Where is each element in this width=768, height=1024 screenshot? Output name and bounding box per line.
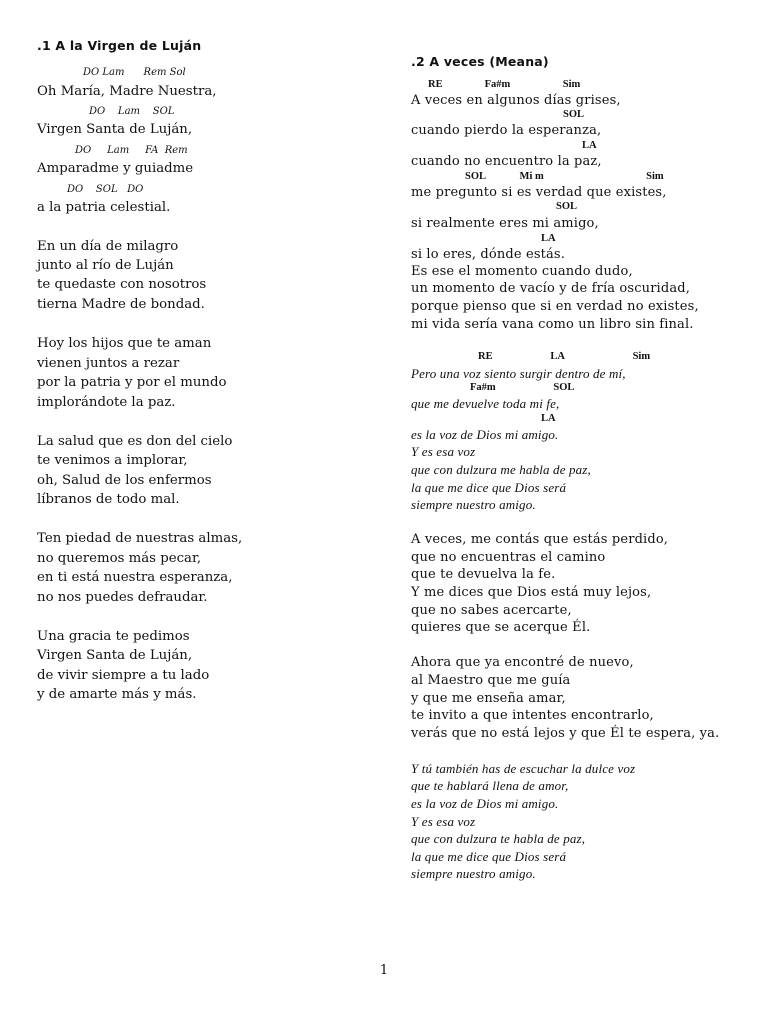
lyric-line: siempre nuestro amigo.	[411, 866, 536, 881]
lyric-line: Ahora que ya encontré de nuevo,	[411, 655, 634, 670]
lyric-line: te quedaste con nosotros	[37, 277, 207, 292]
chord-line: RE LA Sim	[478, 351, 651, 362]
lyric-line: oh, Salud de los enfermos	[37, 473, 212, 488]
lyric-line: la que me dice que Dios será	[411, 480, 567, 495]
song-1-title: .1 A la Virgen de Luján	[37, 38, 202, 53]
lyric-line: Y es esa voz	[411, 444, 476, 459]
lyric-line: verás que no está lejos y que Él te espera, ya.	[411, 726, 720, 741]
lyric-line: que con dulzura me habla de paz,	[411, 462, 591, 477]
chord-line: RE Fa#m Sim	[428, 79, 581, 90]
lyric-line: si realmente eres mi amigo,	[411, 216, 599, 231]
lyric-line: que con dulzura te habla de paz,	[411, 831, 586, 846]
lyric-line: Y me dices que Dios está muy lejos,	[411, 585, 652, 600]
lyric-line: por la patria y por el mundo	[37, 375, 227, 390]
song-2-title: .2 A veces (Meana)	[411, 54, 549, 69]
chord-line: SOL	[563, 109, 585, 120]
lyric-line: porque pienso que si en verdad no existes,	[411, 299, 699, 314]
lyric-line: que te hablará llena de amor,	[411, 778, 569, 793]
lyric-line: mi vida sería vana como un libro sin final.	[411, 317, 694, 332]
lyric-line: Ten piedad de nuestras almas,	[37, 531, 243, 546]
lyric-line: A veces en algunos días grises,	[411, 93, 621, 108]
chord-line: Fa#m SOL	[470, 382, 575, 393]
page-number: 1	[379, 963, 389, 978]
lyric-line: no nos puedes defraudar.	[37, 590, 208, 605]
lyric-line: que no encuentras el camino	[411, 550, 606, 565]
lyric-line: La salud que es don del cielo	[37, 434, 233, 449]
lyric-line: a la patria celestial.	[37, 200, 171, 215]
lyric-line: Hoy los hijos que te aman	[37, 336, 212, 351]
lyric-line: vienen juntos a rezar	[37, 356, 180, 371]
chord-line: DO Lam Rem Sol	[83, 67, 186, 78]
lyric-line: es la voz de Dios mi amigo.	[411, 427, 559, 442]
lyric-line: A veces, me contás que estás perdido,	[411, 532, 669, 547]
lyric-line: Y tú también has de escuchar la dulce voz	[411, 761, 636, 776]
chord-line: DO Lam SOL	[89, 106, 175, 117]
lyric-line: es la voz de Dios mi amigo.	[411, 796, 559, 811]
chord-line: LA	[582, 140, 597, 151]
lyric-line: Es ese el momento cuando dudo,	[411, 264, 633, 279]
lyric-line: quieres que se acerque Él.	[411, 620, 591, 635]
lyric-line: Amparadme y guiadme	[37, 161, 194, 176]
lyric-line: junto al río de Luján	[37, 258, 174, 273]
lyric-line: Una gracia te pedimos	[37, 629, 190, 644]
lyric-line: me pregunto si es verdad que existes,	[411, 185, 667, 200]
lyric-line: si lo eres, dónde estás.	[411, 247, 566, 262]
lyric-line: Y es esa voz	[411, 814, 476, 829]
chord-line: LA	[541, 233, 556, 244]
lyric-line: implorándote la paz.	[37, 395, 176, 410]
lyric-line: te invito a que intentes encontrarlo,	[411, 708, 654, 723]
lyric-line: no queremos más pecar,	[37, 551, 202, 566]
lyric-line: que me devuelve toda mi fe,	[411, 396, 560, 411]
chord-line: LA	[541, 413, 556, 424]
lyric-line: que te devuelva la fe.	[411, 567, 556, 582]
chord-line: DO Lam FA Rem	[75, 145, 188, 156]
lyric-line: Oh María, Madre Nuestra,	[37, 84, 217, 99]
lyric-line: cuando pierdo la esperanza,	[411, 123, 602, 138]
lyric-line: al Maestro que me guía	[411, 673, 571, 688]
lyric-line: un momento de vacío y de fría oscuridad,	[411, 281, 690, 296]
lyric-line: tierna Madre de bondad.	[37, 297, 205, 312]
lyric-line: siempre nuestro amigo.	[411, 497, 536, 512]
lyric-line: Virgen Santa de Luján,	[37, 648, 193, 663]
lyric-line: En un día de milagro	[37, 239, 179, 254]
lyric-line: te venimos a implorar,	[37, 453, 188, 468]
chord-line: DO SOL DO	[67, 184, 144, 195]
lyric-line: y de amarte más y más.	[37, 687, 197, 702]
lyric-line: que no sabes acercarte,	[411, 603, 572, 618]
lyric-line: y que me enseña amar,	[411, 691, 566, 706]
lyric-line: cuando no encuentro la paz,	[411, 154, 602, 169]
lyric-line: de vivir siempre a tu lado	[37, 668, 210, 683]
lyric-line: en ti está nuestra esperanza,	[37, 570, 233, 585]
lyric-line: líbranos de todo mal.	[37, 492, 180, 507]
lyric-line: Virgen Santa de Luján,	[37, 122, 193, 137]
chord-line: SOL	[556, 201, 578, 212]
lyric-line: la que me dice que Dios será	[411, 849, 567, 864]
chord-line: SOL Mi m Sim	[465, 171, 664, 182]
lyric-line: Pero una voz siento surgir dentro de mí,	[411, 366, 626, 381]
